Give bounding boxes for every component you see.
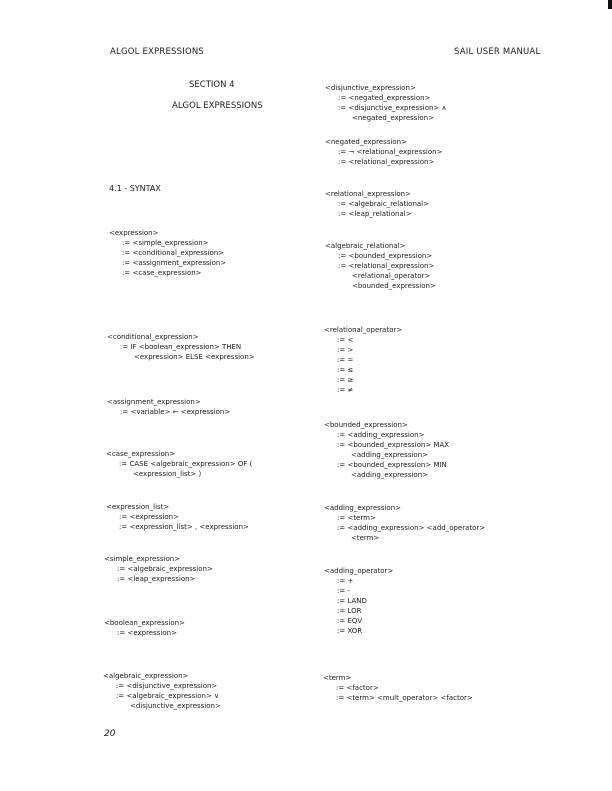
rule-block-left-6 [104, 618, 185, 638]
rule-head: <simple_expression> [104, 555, 181, 563]
rule-line: := <algebraic_expression> [117, 565, 213, 573]
rule-line: := <relational_expression> [338, 158, 435, 166]
section-title: ALGOL EXPRESSIONS [172, 101, 263, 111]
rule-line: <disjunctive_expression> [130, 702, 221, 710]
rule-head: <algebraic_expression> [103, 672, 189, 680]
rule-line: := = [337, 356, 354, 364]
rule-head: <adding_operator> [324, 567, 394, 575]
rule-line: := > [337, 346, 354, 354]
rule-block-right-0 [325, 83, 447, 123]
rule-line: := <expression> [119, 513, 179, 521]
rule-block-right-3 [325, 241, 436, 291]
rule-line: := XOR [337, 627, 363, 635]
rule-block-right-2 [325, 189, 429, 219]
rule-line: := <algebraic_expression> ∨ [116, 692, 220, 700]
rule-line: := <disjunctive_expression> ∧ [338, 104, 447, 112]
subsection-heading: 4.1 - SYNTAX [109, 184, 161, 193]
rule-head: <expression> [109, 229, 159, 237]
rule-line: := LAND [337, 597, 367, 605]
rule-line: := <term> [337, 514, 376, 522]
rule-head: <relational_expression> [325, 190, 411, 198]
rule-line: := <expression> [117, 629, 177, 637]
rule-line: := <algebraic_relational> [338, 200, 429, 208]
rule-block-right-7 [324, 566, 393, 636]
rule-line: := <negated_expression> [338, 94, 431, 102]
rule-block-left-2 [107, 397, 230, 417]
rule-head: <negated_expression> [325, 138, 407, 146]
rule-line: <bounded_expression> [352, 282, 436, 290]
rule-block-left-3 [106, 449, 252, 479]
rule-line: <adding_expression> [351, 451, 428, 459]
rule-line: := + [337, 577, 354, 585]
rule-line: <expression_list> ) [133, 470, 202, 478]
rule-line: <relational_operator> [352, 272, 431, 280]
rule-line: := LOR [337, 607, 362, 615]
rule-line: := <term> <mult_operator> <factor> [336, 694, 473, 702]
rule-line: <expression> ELSE <expression> [134, 353, 255, 361]
rule-block-left-1 [107, 332, 255, 362]
rule-line: := <simple_expression> [122, 239, 209, 247]
rule-head: <adding_expression> [324, 504, 401, 512]
rule-head: <disjunctive_expression> [325, 84, 416, 92]
rule-line: <adding_expression> [351, 471, 428, 479]
rule-line: := ≤ [337, 366, 354, 374]
rule-head: <conditional_expression> [107, 333, 199, 341]
rule-head: <assignment_expression> [107, 398, 201, 406]
rule-block-right-1 [325, 137, 442, 167]
rule-line: := IF <boolean_expression> THEN [120, 343, 242, 351]
rule-head: <relational_operator> [324, 326, 403, 334]
rule-line: := <factor> [336, 684, 379, 692]
rule-line: := <conditional_expression> [122, 249, 225, 257]
rule-block-left-4 [106, 502, 249, 532]
rule-line: := ≥ [337, 376, 354, 384]
rule-line: := <adding_expression> [337, 431, 425, 439]
rule-line: <negated_expression> [352, 114, 434, 122]
page-number: 20 [104, 729, 116, 739]
running-header-left: ALGOL EXPRESSIONS [110, 47, 205, 57]
rule-head: <algebraic_relational> [325, 242, 406, 250]
rule-head: <case_expression> [106, 450, 176, 458]
rule-line: <term> [351, 534, 380, 542]
rule-head: <expression_list> [106, 503, 170, 511]
rule-block-right-8 [323, 673, 473, 703]
rule-head: <boolean_expression> [104, 619, 185, 627]
rule-line: := - [337, 587, 350, 595]
scan-edge-mark [608, 0, 612, 9]
rule-line: := <relational_expression> [338, 262, 435, 270]
rule-line: := <bounded_expression> MIN [337, 461, 447, 469]
rule-line: := ≠ [337, 386, 354, 394]
rule-block-right-6 [324, 503, 485, 543]
rule-line: := ¬ <relational_expression> [338, 148, 443, 156]
rule-line: := EQV [337, 617, 363, 625]
rule-line: := <assignment_expression> [122, 259, 227, 267]
rule-block-right-5 [324, 420, 449, 480]
rule-line: := <expression_list> , <expression> [119, 523, 249, 531]
rule-block-left-5 [104, 554, 213, 584]
rule-line: := CASE <algebraic_expression> OF ( [119, 460, 253, 468]
rule-line: := <case_expression> [122, 269, 202, 277]
rule-line: := <leap_relational> [338, 210, 412, 218]
rule-line: := <bounded_expression> MAX [337, 441, 450, 449]
rule-block-left-7 [103, 671, 221, 711]
rule-line: := <variable> ← <expression> [120, 408, 231, 416]
rule-block-left-0 [109, 228, 226, 278]
rule-line: := < [337, 336, 354, 344]
running-header-right: SAIL USER MANUAL [454, 47, 541, 57]
rule-line: := <leap_expression> [117, 575, 196, 583]
rule-line: := <bounded_expression> [338, 252, 433, 260]
rule-head: <term> [323, 674, 352, 682]
rule-line: := <disjunctive_expression> [116, 682, 218, 690]
section-number: SECTION 4 [189, 80, 235, 90]
rule-block-right-4 [324, 325, 402, 395]
rule-line: := <adding_expression> <add_operator> [337, 524, 486, 532]
rule-head: <bounded_expression> [324, 421, 408, 429]
